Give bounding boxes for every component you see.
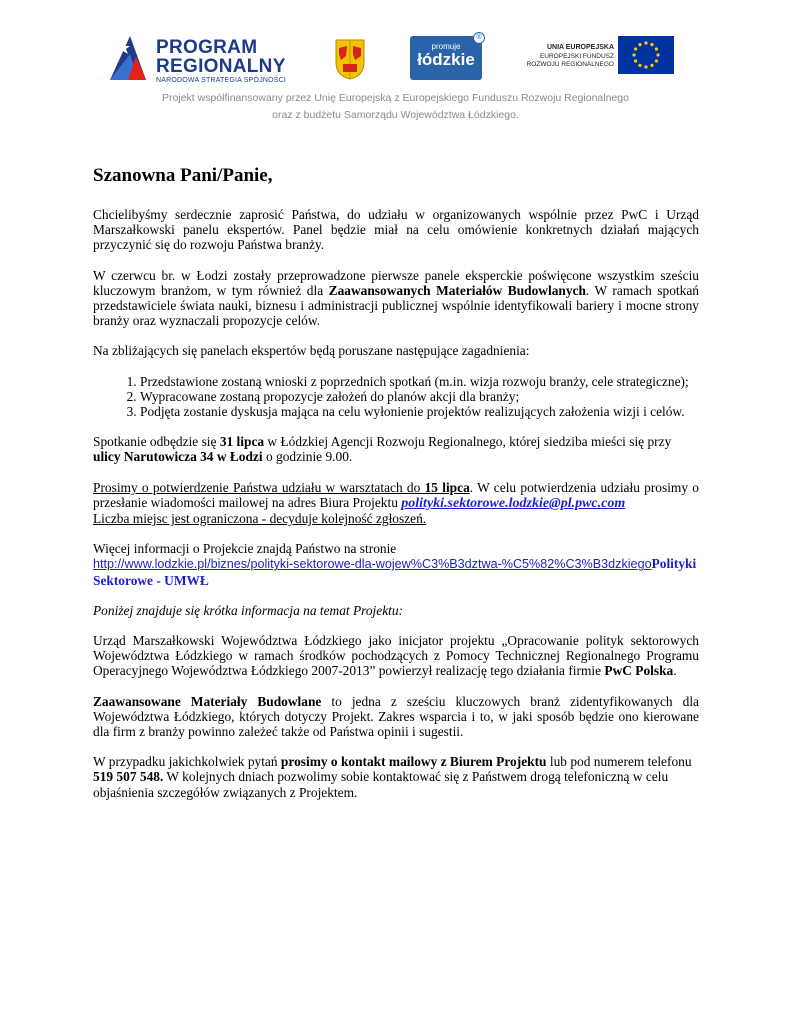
- list-item: 1. Przedstawione zostaną wnioski z poprzednich spotkań (m.in. wizja rozwoju branży, cele strategiczne);: [140, 374, 699, 389]
- paragraph-invitation: Chcielibyśmy serdecznie zaprosić Państwa, do udziału w organizowanych wspólnie przez PwC i Urząd Marszałkowski panelu ekspertów. Panel będzie miał na celu omówienie konkretnych działań mających przyczynić się do rozwoju Państwa branży.: [93, 207, 699, 253]
- paragraph-project-url: [93, 556, 699, 587]
- program-regionalny-text: [156, 38, 286, 86]
- meeting-date: 31 lipca: [219, 434, 265, 450]
- cofinance-line1: Projekt współfinansowany przez Unię Europejską z Europejskiego Funduszu Rozwoju Regionalnego: [162, 92, 629, 104]
- p8-text-b: .: [673, 663, 677, 679]
- p5-text-underlined: Prosimy o potwierdzenie Państwa udziału w warsztatach do: [93, 479, 425, 495]
- p4-text-c: o godzinie 9.00.: [262, 449, 353, 465]
- list-item: 3. Podjęta zostanie dyskusja mająca na celu wyłonienie projektów realizujących założenia wizji i celów.: [140, 404, 699, 419]
- p10-text-a: W przypadku jakichkolwiek pytań: [93, 754, 281, 770]
- industry-name: Zaawansowane Materiały Budowlane: [93, 693, 322, 709]
- project-page-link-title[interactable]: Polityki Sektorowe - UMWŁ: [93, 556, 697, 588]
- paragraph-limited-seats: [93, 511, 699, 526]
- paragraph-meeting-details: [93, 434, 699, 464]
- contact-phone: 519 507 548.: [93, 769, 164, 785]
- paragraph-industry-scope: [93, 694, 699, 740]
- ue-line2: EUROPEJSKI FUNDUSZ: [539, 52, 614, 60]
- p2-text-b: . W ramach spotkań przedstawiciele świata nauki, biznesu i administracji publicznej wspólnie identyfikowali bariery i mocne strony branży oraz wyznaczali propozycje celów.: [93, 282, 699, 329]
- promuje-lodzkie-logo: [410, 36, 482, 80]
- paragraph-project-info-intro: [93, 603, 699, 618]
- program-line2: REGIONALNY: [156, 56, 286, 77]
- eu-fund-text: [506, 44, 614, 70]
- paragraph-confirmation: [93, 480, 699, 511]
- meeting-address: ulicy Narutowicza 34 w Łodzi: [93, 449, 263, 465]
- p10-text-b: lub pod numerem telefonu: [546, 754, 692, 770]
- project-info-intro-text: Poniżej znajduje się krótka informacja na temat Projektu:: [93, 602, 404, 618]
- limited-seats-text: Liczba miejsc jest ograniczona - decyduje kolejność zgłoszeń.: [93, 511, 427, 527]
- header-logos: [0, 28, 791, 88]
- lodzkie-promuje-text: promuje: [431, 42, 461, 51]
- registered-mark: ®: [473, 32, 485, 44]
- p8-text-a: Urząd Marszałkowski Województwa Łódzkiego jako inicjator projektu „Opracowanie polityk sektorowych Województwa Łódzkiego w ramach środków pochodzących z Pomocy Technicznej Regionalnego Programu Operacyjnego Województwa Łódzkiego 2007-2013” powierzył realizację tego działania firmie: [93, 633, 699, 679]
- program-line1: PROGRAM: [156, 37, 258, 58]
- contractor-name: PwC Polska: [604, 663, 674, 679]
- cofinancing-note: [0, 90, 791, 124]
- p4-text-b: w Łódzkiej Agencji Rozwoju Regionalnego, której siedziba mieści się przy: [264, 434, 672, 450]
- cofinance-line2: oraz z budżetu Samorządu Województwa Łódzkiego.: [272, 109, 519, 121]
- p5-text-a: . W celu potwierdzenia udziału prosimy o przesłanie wiadomości mailowej na adres Biura Projektu: [93, 479, 700, 510]
- program-line3: NARODOWA STRATEGIA SPÓJNOŚCI: [156, 77, 287, 84]
- project-url-link[interactable]: http://www.lodzkie.pl/biznes/polityki-sektorowe-dla-wojew%C3%B3dztwa-%C5%82%C3%B3dzkiego: [93, 557, 652, 572]
- p4-text-a: Spotkanie odbędzie się: [93, 434, 220, 450]
- letter-body: [93, 165, 699, 800]
- greeting: Szanowna Pani/Panie,: [93, 165, 273, 186]
- paragraph-project-description: [93, 633, 699, 679]
- paragraph-more-info: Więcej informacji o Projekcie znajdą Państwo na stronie: [93, 541, 397, 557]
- ue-line3: ROZWOJU REGIONALNEGO: [526, 61, 614, 68]
- lodzkie-name-text: łódzkie: [417, 50, 475, 69]
- paragraph-june-panels: [93, 268, 699, 329]
- topics-list: [93, 374, 699, 420]
- lodzkie-coat-of-arms-icon: [333, 36, 367, 80]
- p2-text-a: W czerwcu br. w Łodzi zostały przeprowadzone pierwsze panele eksperckie poświęcone wszystkim sześciu kluczowym branżom, w tym również dla: [93, 267, 699, 298]
- project-email-link[interactable]: polityki.sektorowe.lodzkie@pl.pwc.com: [401, 495, 626, 511]
- paragraph-topics-intro: Na zbliżających się panelach ekspertów będą poruszane następujące zagadnienia:: [93, 343, 530, 359]
- ue-line1: UNIA EUROPEJSKA: [546, 44, 614, 51]
- paragraph-contact: [93, 754, 699, 800]
- eu-flag-icon: [618, 36, 674, 74]
- p2-industry: Zaawansowanych Materiałów Budowlanych: [328, 282, 586, 298]
- list-item: 2. Wypracowane zostaną propozycje założeń do planów akcji dla branży;: [140, 389, 699, 404]
- contact-request: prosimy o kontakt mailowy z Biurem Projektu: [280, 754, 547, 770]
- p9-text: to jedna z sześciu kluczowych branż zidentyfikowanych dla Województwa Łódzkiego, których dotyczy Projekt. Zakres wsparcia i to, w jaki sposób będzie ono kierowane dla firm z branży powinno zależeć także od Państwa opinii i sugestii.: [93, 693, 699, 740]
- p10-text-c: W kolejnych dniach pozwolimy sobie kontaktować się z Państwem drogą telefoniczną w celu objaśnienia szczegółów związanych z Projektem.: [93, 769, 669, 800]
- confirmation-deadline: 15 lipca: [424, 479, 470, 495]
- program-regionalny-logo-icon: [108, 34, 148, 82]
